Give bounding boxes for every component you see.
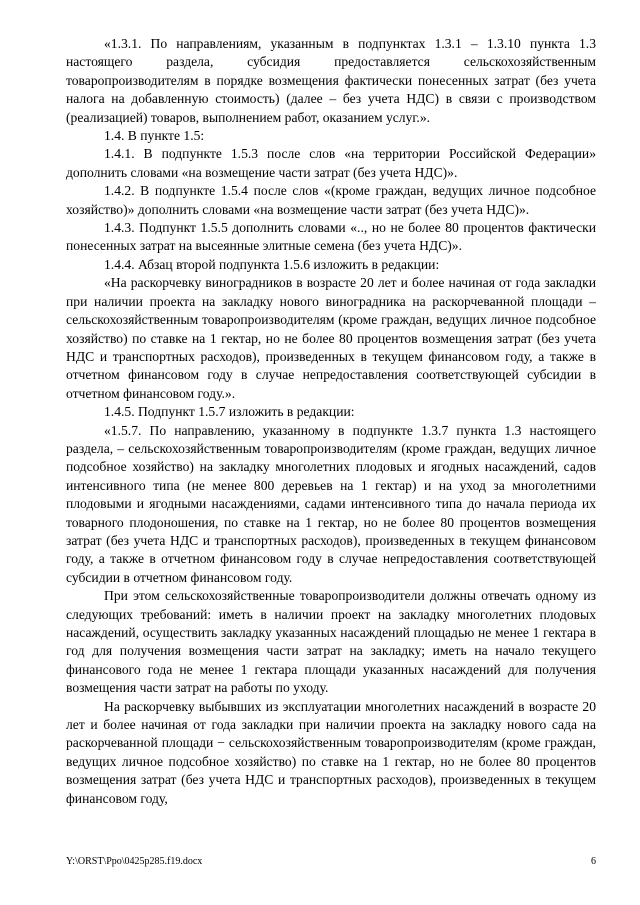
footer-page-number: 6 (591, 856, 596, 867)
paragraph-1-4-1: 1.4.1. В подпункте 1.5.3 после слов «на территории Российской Федерации» дополнить словами «на возмещение части затрат (без учета НДС)». (66, 146, 596, 180)
paragraph-1-5-7: «1.5.7. По направлению, указанному в подпункте 1.3.7 пункта 1.3 настоящего раздела, – сельскохозяйственным товаропроизводителям (кроме граждан, ведущих личное подсобное хозяйство) на закладку многолетних плодовых и ягодных насаждений, садов интенсивного типа (не менее 800 деревьев на 1 гектар) и на уход за многолетними плодовыми и ягодными насаждениями, садами интенсивного типа до начала периода их товарного плодоношения, по ставке на 1 гектар, но не более 80 процентов возмещения затрат (без учета НДС и транспортных расходов), произведенных в текущем финансовом году, а также в отчетном финансовом году в случае непредоставления соответствующей субсидии в отчетном финансовом году. (66, 422, 596, 585)
page-footer (66, 855, 596, 869)
paragraph-requirements: При этом сельскохозяйственные товаропроизводители должны отвечать одному из следующих требований: иметь в наличии проект на закладку многолетних плодовых насаждений, осуществить закладку указанных насаждений площадью не менее 1 гектара в год для получения возмещения части затрат на закладку; иметь на начало текущего финансового года не менее 1 гектара площади указанных насаждений для получения возмещения части затрат на работы по уходу. (66, 588, 596, 696)
paragraph-1-4: 1.4. В пункте 1.5: (104, 128, 205, 144)
paragraph-1-4-2: 1.4.2. В подпункте 1.5.4 после слов «(кроме граждан, ведущих личное подсобное хозяйство)» дополнить словами «на возмещение части затрат (без учета НДС)». (66, 183, 596, 217)
paragraph-1-3-1: «1.3.1. По направлениям, указанным в подпунктах 1.3.1 – 1.3.10 пункта 1.3 настоящего раздела, субсидия предоставляется сельскохозяйственным товаропроизводителям в порядке возмещения фактически понесенных затрат (без учета налога на добавленную стоимость) (далее – без учета НДС) в связи с производством (реализацией) товаров, выполнением работ, оказанием услуг.». (66, 36, 596, 125)
document-page (66, 35, 596, 835)
paragraph-orchard-uprooting: На раскорчевку выбывших из эксплуатации многолетних насаждений в возрасте 20 лет и более начиная от года закладки при наличии проекта на закладку нового сада на раскорчеванной площади − сельскохозяйственным товаропроизводителям (кроме граждан, ведущих личное подсобное хозяйство) по ставке на 1 гектар, но не более 80 процентов возмещения затрат (без учета НДС и транспортных расходов), произведенных в текущем финансовом году, (66, 698, 596, 806)
paragraph-1-4-5: 1.4.5. Подпункт 1.5.7 изложить в редакции: (104, 404, 355, 420)
paragraph-1-4-4: 1.4.4. Абзац второй подпункта 1.5.6 изложить в редакции: (104, 256, 440, 272)
paragraph-vineyard-uprooting: «На раскорчевку виноградников в возрасте 20 лет и более начиная от года закладки при наличии проекта на закладку нового виноградника на раскорчеванной площади – сельскохозяйственным товаропроизводителям (кроме граждан, ведущих личное подсобное хозяйство) по ставке на 1 гектар, но не более 80 процентов возмещения затрат (без учета НДС и транспортных расходов), произведенных в текущем финансовом году, а также в отчетном финансовом году в случае непредоставления соответствующей субсидии в отчетном финансовом году.». (66, 275, 596, 401)
paragraph-1-4-3: 1.4.3. Подпункт 1.5.5 дополнить словами «.., но не более 80 процентов фактически понесенных затрат на высеянные элитные семена (без учета НДС)». (66, 220, 596, 254)
footer-file-path: Y:\ORST\Ppo\0425p285.f19.docx (66, 856, 203, 867)
